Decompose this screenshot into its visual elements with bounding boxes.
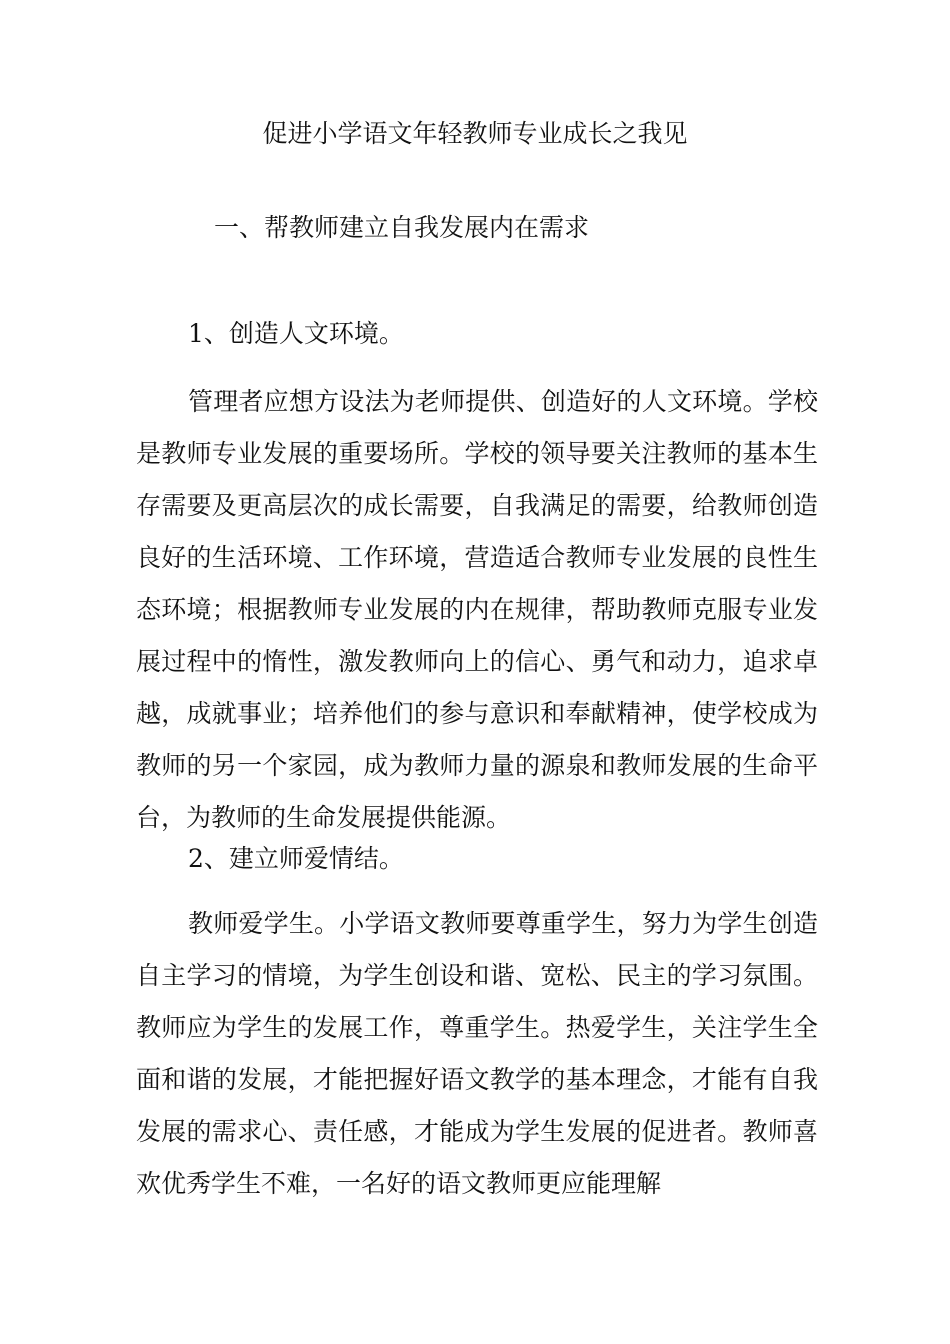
sub-heading-2: 2、建立师爱情结。 — [188, 844, 404, 873]
section-heading: 一、帮教师建立自我发展内在需求 — [214, 213, 590, 242]
document-title: 促进小学语文年轻教师专业成长之我见 — [262, 119, 688, 148]
sub-heading-1: 1、创造人文环境。 — [188, 319, 404, 348]
paragraph-1: 管理者应想方设法为老师提供、创造好的人文环境。学校是教师专业发展的重要场所。学校的领导要关注教师的基本生存需要及更高层次的成长需要，自我满足的需要，给教师创造良好的生活环境、工作环境，营造适合教师专业发展的良性生态环境；根据教师专业发展的内在规律，帮助教师克服专业发展过程中的惰性，激发教师向上的信心、勇气和动力，追求卓越，成就事业；培养他们的参与意识和奉献精神，使学校成为教师的另一个家园，成为教师力量的源泉和教师发展的生命平台，为教师的生命发展提供能源。 — [136, 387, 818, 832]
paragraph-2: 教师爱学生。小学语文教师要尊重学生，努力为学生创造自主学习的情境，为学生创设和谐、宽松、民主的学习氛围。教师应为学生的发展工作，尊重学生。热爱学生，关注学生全面和谐的发展，才能把握好语文教学的基本理念，才能有自我发展的需求心、责任感，才能成为学生发展的促进者。教师喜欢优秀学生不难，一名好的语文教师更应能理解 — [136, 909, 818, 1198]
